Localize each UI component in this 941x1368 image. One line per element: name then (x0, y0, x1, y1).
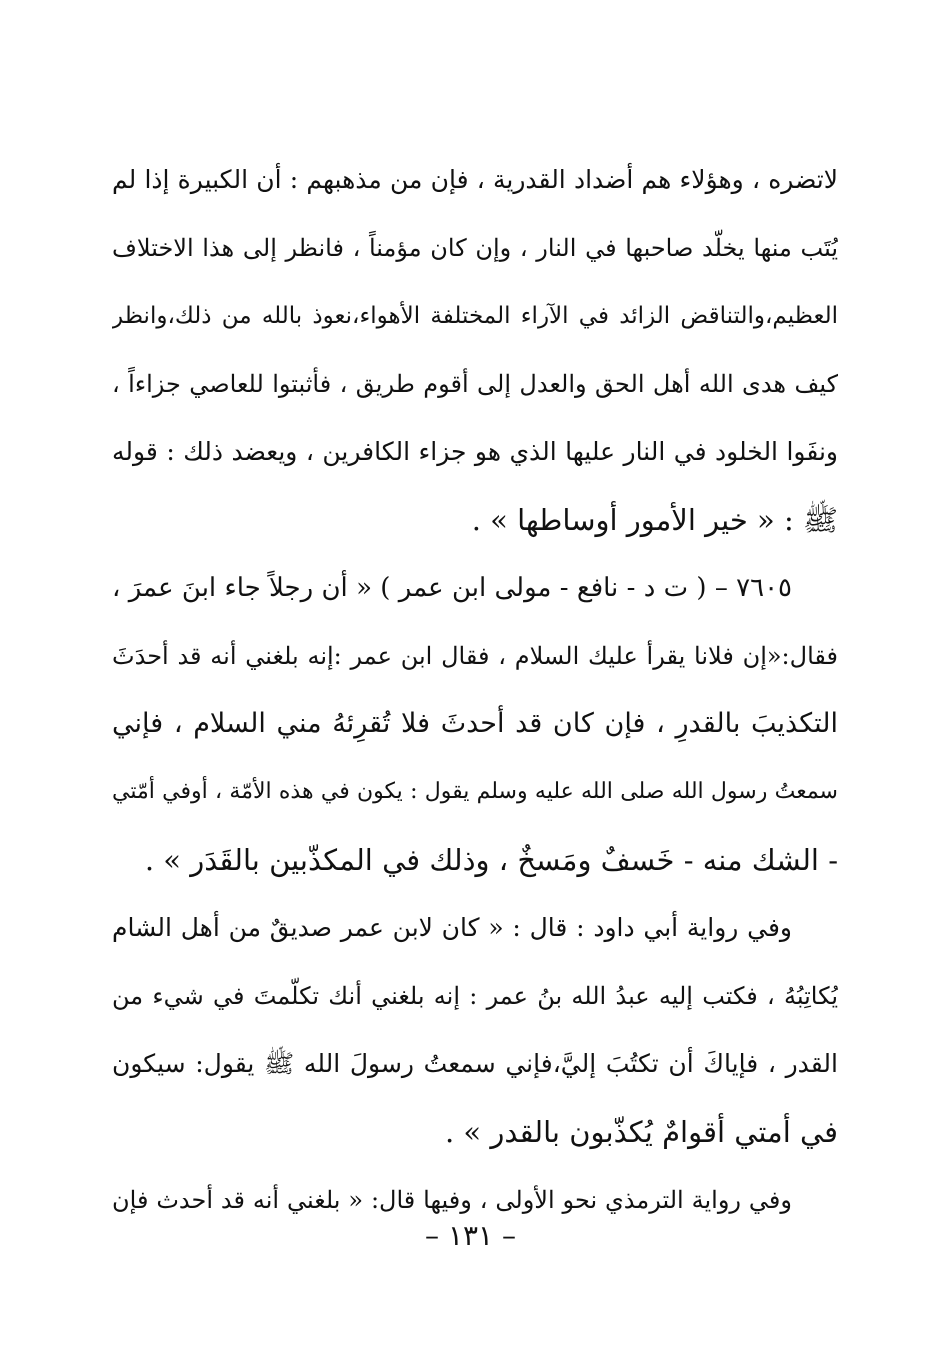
text-line: في أمتي أقوامٌ يُكذّبون بالقدر » . (444, 1115, 838, 1149)
text-line: القدر ، فإياكَ أن تكتُبَ إليَّ،فإني سمعتُ رسولَ الله ﷺ يقول: سيكون (112, 1049, 838, 1078)
text-line: - الشك منه - خَسفٌ ومَسخٌ ، وذلك في المكذّبين بالقَدَر » . (144, 843, 838, 877)
text-line: لاتضره ، وهؤلاء هم أضداد القدرية ، فإن من مذهبهم : أن الكبيرة إذا لم (112, 165, 838, 194)
text-line: يُكاتِبُهُ ، فكتب إليه عبدُ الله بنُ عمر : إنه بلغني أنك تكلّمتَ في شيء من (112, 982, 838, 1010)
text-line: ونفَوا الخلود في النار عليها الذي هو جزاء الكافرين ، ويعضد ذلك : قوله (112, 437, 838, 466)
text-line: التكذيبَ بالقدرِ ، فإن كان قد أحدثَ فلا تُقرِئهُ مني السلام ، فإني (112, 708, 838, 739)
text-line: سمعتُ رسول الله صلى الله عليه وسلم يقول : يكون في هذه الأمّة ، أوفي أمّتي (112, 779, 838, 804)
text-line: ٧٦٠٥ – ( ت د - نافع - مولى ابن عمر ) « أن رجلاً جاء ابنَ عمرَ ، (112, 573, 792, 603)
paragraph-hadith-7605 (112, 554, 838, 894)
text-line: وفي رواية أبي داود : قال : « كان لابن عمر صديقٌ من أهل الشام (112, 913, 792, 942)
paragraph-commentary (112, 146, 838, 554)
text-line: كيف هدى الله أهل الحق والعدل إلى أقوم طريق ، فأثبتوا للعاصي جزاءاً ، (112, 370, 838, 398)
text-line: وفي رواية الترمذي نحو الأولى ، وفيها قال: « بلغني أنه قد أحدث فإن (112, 1186, 792, 1214)
paragraph-abu-dawud (112, 894, 838, 1166)
text-line: ﷺ : « خير الأمور أوساطها » . (471, 503, 838, 537)
text-line: يُتَب منها يخلّد صاحبها في النار ، وإن كان مؤمناً ، فانظر إلى هذا الاختلاف (112, 234, 838, 262)
text-line: العظيم،والتناقض الزائد في الآراء المختلفة الأهواء،نعوذ بالله من ذلك،وانظر (112, 303, 838, 329)
page-number: – ١٣١ – (425, 1219, 516, 1252)
main-text (112, 146, 838, 1234)
text-line: فقال:«إن فلانا يقرأ عليك السلام ، فقال ابن عمر :إنه بلغني أنه قد أحدَثَ (112, 642, 838, 670)
